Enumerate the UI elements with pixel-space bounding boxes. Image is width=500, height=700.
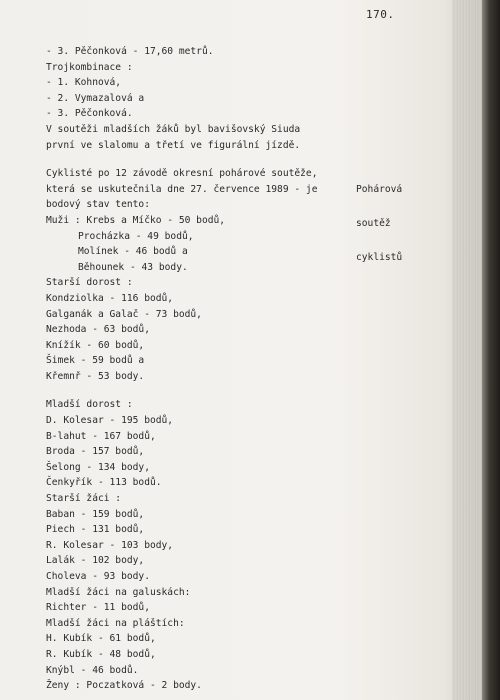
text-line: Trojkombinace : bbox=[46, 61, 133, 73]
blank-line bbox=[46, 153, 346, 166]
text-line: R. Kolesar - 103 body, bbox=[46, 539, 174, 551]
text-line: první ve slalomu a třetí ve figurální jízdě. bbox=[46, 139, 301, 151]
margin-note-line: cyklistů bbox=[356, 251, 403, 263]
text-line: Muži : Krebs a Míčko - 50 bodů, bbox=[46, 214, 226, 226]
text-line: Richter - 11 bodů, bbox=[46, 602, 150, 614]
main-text-block bbox=[46, 44, 346, 694]
text-line: Běhounek - 43 body. bbox=[78, 261, 188, 273]
text-line: D. Kolesar - 195 bodů, bbox=[46, 415, 174, 427]
book-spine bbox=[482, 0, 500, 700]
text-line: Molínek - 46 bodů a bbox=[78, 246, 188, 258]
text-line: Broda - 157 bodů, bbox=[46, 446, 145, 458]
text-line: Knížík - 60 bodů, bbox=[46, 339, 145, 351]
text-line: B-lahut - 167 bodů, bbox=[46, 430, 156, 442]
text-line: Knýbl - 46 bodů. bbox=[46, 664, 139, 676]
text-line: Lalák - 102 body, bbox=[46, 555, 145, 567]
text-line: Piech - 131 bodů, bbox=[46, 524, 145, 536]
text-line: R. Kubík - 48 bodů, bbox=[46, 648, 156, 660]
text-line: Starší dorost : bbox=[46, 277, 133, 289]
text-line: Galganák a Galač - 73 bodů, bbox=[46, 308, 202, 320]
text-line: Křemnř - 53 body. bbox=[46, 370, 145, 382]
page-number: 170. bbox=[366, 8, 395, 21]
text-line: Procházka - 49 bodů, bbox=[78, 230, 194, 242]
text-line: - 3. Pěčonková - 17,60 metrů. bbox=[46, 46, 214, 57]
text-line: Mladší žáci na pláštích: bbox=[46, 617, 185, 629]
page-edge-shadow bbox=[452, 0, 482, 700]
margin-note-line: Pohárová bbox=[356, 184, 403, 196]
text-line: bodový stav tento: bbox=[46, 199, 150, 211]
text-line: Ženy : Poczatková - 2 body. bbox=[46, 680, 202, 692]
text-line: Kondziolka - 116 bodů, bbox=[46, 292, 174, 304]
text-line: V soutěži mladších žáků byl bavišovský Siuda bbox=[46, 123, 301, 135]
text-line: Nezhoda - 63 bodů, bbox=[46, 324, 150, 336]
margin-note bbox=[356, 162, 446, 285]
text-line: - 2. Vymazalová a bbox=[46, 92, 145, 104]
text-line: Šimek - 59 bodů a bbox=[46, 355, 145, 367]
text-line: Mladší dorost : bbox=[46, 399, 133, 411]
text-line: H. Kubík - 61 bodů, bbox=[46, 633, 156, 645]
blank-line bbox=[46, 384, 346, 397]
text-line: Šelong - 134 body, bbox=[46, 461, 150, 473]
margin-note-line: soutěž bbox=[356, 218, 391, 230]
text-line: Čenkyřík - 113 bodů. bbox=[46, 477, 162, 489]
text-line: Baban - 159 bodů, bbox=[46, 508, 145, 520]
text-line: Cyklisté po 12 závodě okresní pohárové soutěže, bbox=[46, 168, 318, 180]
text-line: Starší žáci : bbox=[46, 493, 122, 505]
text-line: která se uskutečnila dne 27. července 1989 - je bbox=[46, 183, 318, 195]
text-line: - 3. Pěčonková. bbox=[46, 108, 133, 120]
text-line: Mladší žáci na galuskách: bbox=[46, 586, 191, 598]
text-line: - 1. Kohnová, bbox=[46, 77, 122, 89]
text-line: Choleva - 93 body. bbox=[46, 571, 150, 582]
